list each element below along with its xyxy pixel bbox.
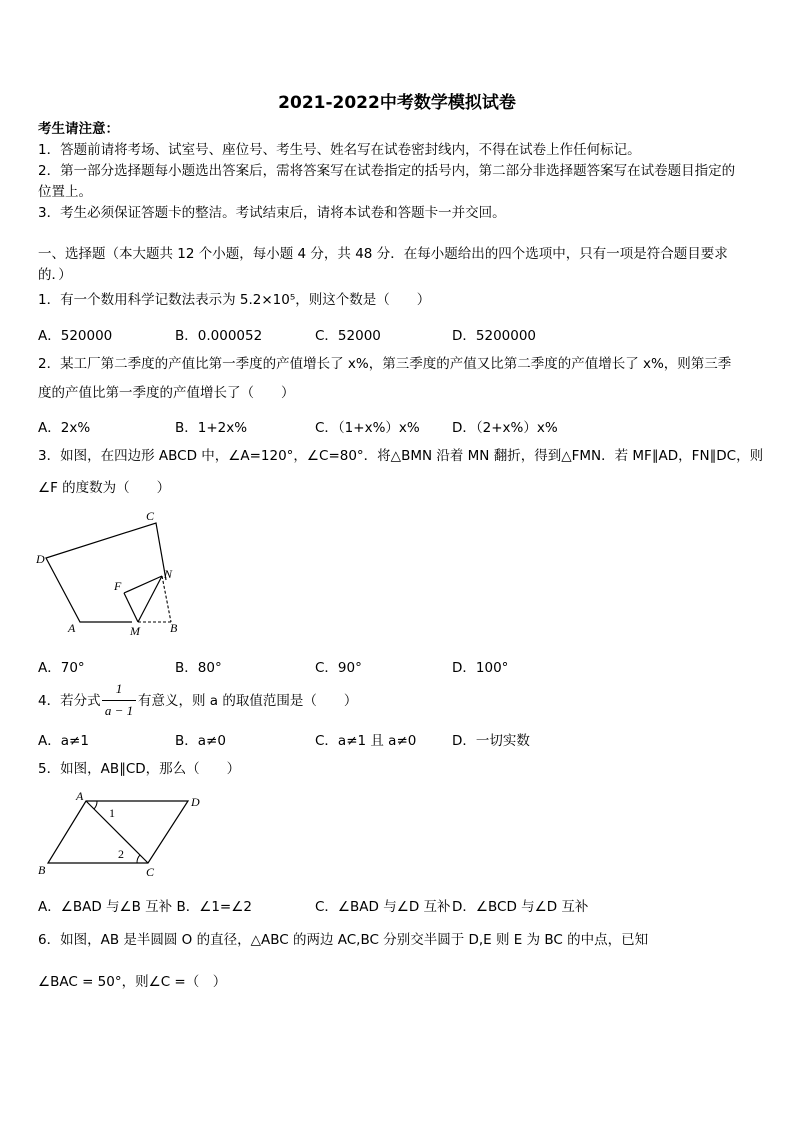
q3-label-b: B <box>170 621 178 635</box>
q3-segment-mf <box>124 593 138 622</box>
q4-option-c[interactable]: C．a≠1 且 a≠0 <box>315 733 417 749</box>
q5-option-a-b[interactable]: A．∠BAD 与∠B 互补 B．∠1=∠2 <box>38 899 252 915</box>
notice-item-2: 2．第一部分选择题每小题选出答案后，需将答案写在试卷指定的括号内，第二部分非选择题答案写在试卷题目指定的 <box>38 163 736 179</box>
q3-option-b[interactable]: B．80° <box>175 660 222 676</box>
q2-stem: 2．某工厂第二季度的产值比第一季度的产值增长了 x%，第三季度的产值又比第二季度的产值增长了 x%，则第三季 <box>38 356 732 372</box>
notice-heading: 考生请注意： <box>38 121 119 137</box>
q1-option-a[interactable]: A．520000 <box>38 328 113 344</box>
q3-segment-mn <box>138 576 162 622</box>
q3-label-n: N <box>164 567 173 581</box>
q5-option-c[interactable]: C．∠BAD 与∠D 互补 <box>315 899 451 915</box>
q4-option-b[interactable]: B．a≠0 <box>175 733 226 749</box>
q4-stem-post: 有意义，则 a 的取值范围是（ ） <box>138 693 358 709</box>
q1-stem: 1．有一个数用科学记数法表示为 5.2×10⁵，则这个数是（ ） <box>38 292 431 308</box>
q2-option-b[interactable]: B．1+2x% <box>175 420 248 436</box>
q3-quadrilateral <box>46 523 166 622</box>
q3-option-d[interactable]: D．100° <box>452 660 509 676</box>
q5-angle-2-arc <box>137 855 140 863</box>
q3-stem-cont: ∠F 的度数为（ ） <box>38 480 171 496</box>
section-heading: 一、选择题（本大题共 12 个小题，每小题 4 分，共 48 分．在每小题给出的四个选项中，只有一项是符合题目要求 <box>38 246 728 262</box>
q3-label-d: D <box>36 552 45 566</box>
q3-stem: 3．如图，在四边形 ABCD 中，∠A=120°，∠C=80°．将△BMN 沿着 MN 翻折，得到△FMN．若 MF∥AD，FN∥DC，则 <box>38 448 764 464</box>
q5-label-a: A <box>76 789 84 803</box>
q3-label-a: A <box>68 621 76 635</box>
q5-label-b: B <box>38 863 46 877</box>
q5-diagonal-ac <box>86 801 148 863</box>
q4-fraction-bar <box>102 700 136 701</box>
q4-fraction-numerator: 1 <box>115 681 123 696</box>
q4-option-d[interactable]: D．一切实数 <box>452 733 530 749</box>
q4-fraction-denominator: a − 1 <box>104 703 134 718</box>
notice-item-2-cont: 位置上。 <box>38 184 92 200</box>
q5-label-d: D <box>191 795 200 809</box>
notice-item-1: 1．答题前请将考场、试室号、座位号、考生号、姓名写在试卷密封线内，不得在试卷上作任何标记。 <box>38 142 641 158</box>
q5-stem: 5．如图，AB∥CD，那么（ ） <box>38 761 241 777</box>
q2-option-c[interactable]: C．（1+x%）x% <box>315 420 420 436</box>
notice-item-3: 3．考生必须保证答题卡的整洁。考试结束后，请将本试卷和答题卡一并交回。 <box>38 205 506 221</box>
q1-option-d[interactable]: D．5200000 <box>452 328 537 344</box>
q5-angle-1-arc <box>94 801 97 809</box>
q3-segment-fn <box>124 576 162 593</box>
q6-stem-cont: ∠BAC = 50°，则∠C =（ ） <box>38 974 227 990</box>
q5-label-c: C <box>146 865 155 879</box>
page-title: 2021-2022中考数学模拟试卷 <box>278 93 516 113</box>
q1-option-b[interactable]: B．0.000052 <box>175 328 263 344</box>
q3-figure <box>36 508 196 640</box>
q4-stem-pre: 4．若分式 <box>38 693 101 709</box>
q2-stem-cont: 度的产值比第一季度的产值增长了（ ） <box>38 385 295 401</box>
q5-option-d[interactable]: D．∠BCD 与∠D 互补 <box>452 899 589 915</box>
q3-option-c[interactable]: C．90° <box>315 660 362 676</box>
q1-option-c[interactable]: C．52000 <box>315 328 381 344</box>
q4-option-a[interactable]: A．a≠1 <box>38 733 89 749</box>
section-heading-cont: 的．） <box>38 267 72 283</box>
q5-label-1: 1 <box>109 806 115 820</box>
q5-label-2: 2 <box>118 847 124 861</box>
q3-dashed-nb <box>162 576 171 622</box>
q3-option-a[interactable]: A．70° <box>38 660 85 676</box>
q2-option-a[interactable]: A．2x% <box>38 420 91 436</box>
q5-figure <box>36 788 216 880</box>
q2-option-d[interactable]: D．（2+x%）x% <box>452 420 558 436</box>
q3-label-c: C <box>146 509 155 523</box>
q6-stem: 6．如图，AB 是半圆圆 O 的直径，△ABC 的两边 AC,BC 分别交半圆于 D,E 则 E 为 BC 的中点，已知 <box>38 932 649 948</box>
q3-label-f: F <box>114 579 122 593</box>
q3-label-m: M <box>130 624 140 638</box>
